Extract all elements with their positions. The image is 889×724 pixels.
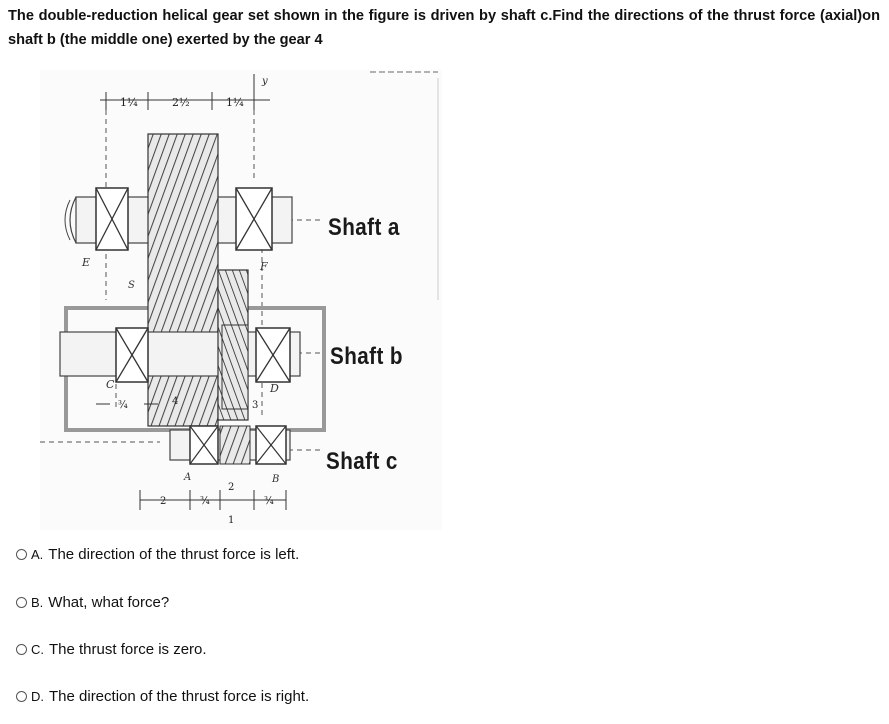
svg-text:¾: ¾ [118,400,128,411]
option-c-text: The thrust force is zero. [49,641,207,658]
option-a-text: The direction of the thrust force is left. [48,546,300,563]
label-B: B [272,474,280,485]
option-d-text: The direction of the thrust force is right. [49,688,310,705]
radio-icon[interactable] [16,549,27,560]
option-c[interactable]: C. The thrust force is zero. [16,641,207,658]
radio-icon[interactable] [16,644,27,655]
dim-top-3: 1¼ [226,96,244,109]
shaft-c-label: Shaft c [326,448,398,475]
shaft-a-label: Shaft a [328,214,400,241]
dim-top-2: 2½ [172,96,190,109]
gear-1 [148,134,218,426]
dim-bottom-2: ¾ [200,496,210,507]
gear-number-4: 4 [172,396,179,407]
gear-number-2: 2 [228,482,235,493]
label-D: D [270,382,279,395]
option-a[interactable]: A. The direction of the thrust force is left. [16,546,299,563]
radio-icon[interactable] [16,597,27,608]
option-d[interactable]: D. The direction of the thrust force is right. [16,688,309,705]
label-y: y [262,76,268,87]
gear-number-1: 1 [228,515,235,526]
dim-bottom-3: ¾ [264,496,274,507]
shaft-b-label: Shaft b [330,343,403,370]
label-S: S [128,280,135,291]
radio-icon[interactable] [16,691,27,702]
label-F: F [260,260,268,273]
option-b[interactable]: B. What, what force? [16,594,169,611]
dim-bottom-1: 2 [160,496,167,507]
label-A: A [184,472,192,483]
dim-top-1: 1¼ [120,96,138,109]
gear-3 [222,325,248,409]
gear-number-3: 3 [252,400,259,411]
label-E: E [82,256,91,269]
question-text: The double-reduction helical gear set shown in the figure is driven by shaft c.Find the directions of the thrust force (axial)on shaft b (the middle one) exerted by the gear 4 [8,8,880,48]
label-C: C [106,378,115,391]
option-b-text: What, what force? [48,594,170,611]
